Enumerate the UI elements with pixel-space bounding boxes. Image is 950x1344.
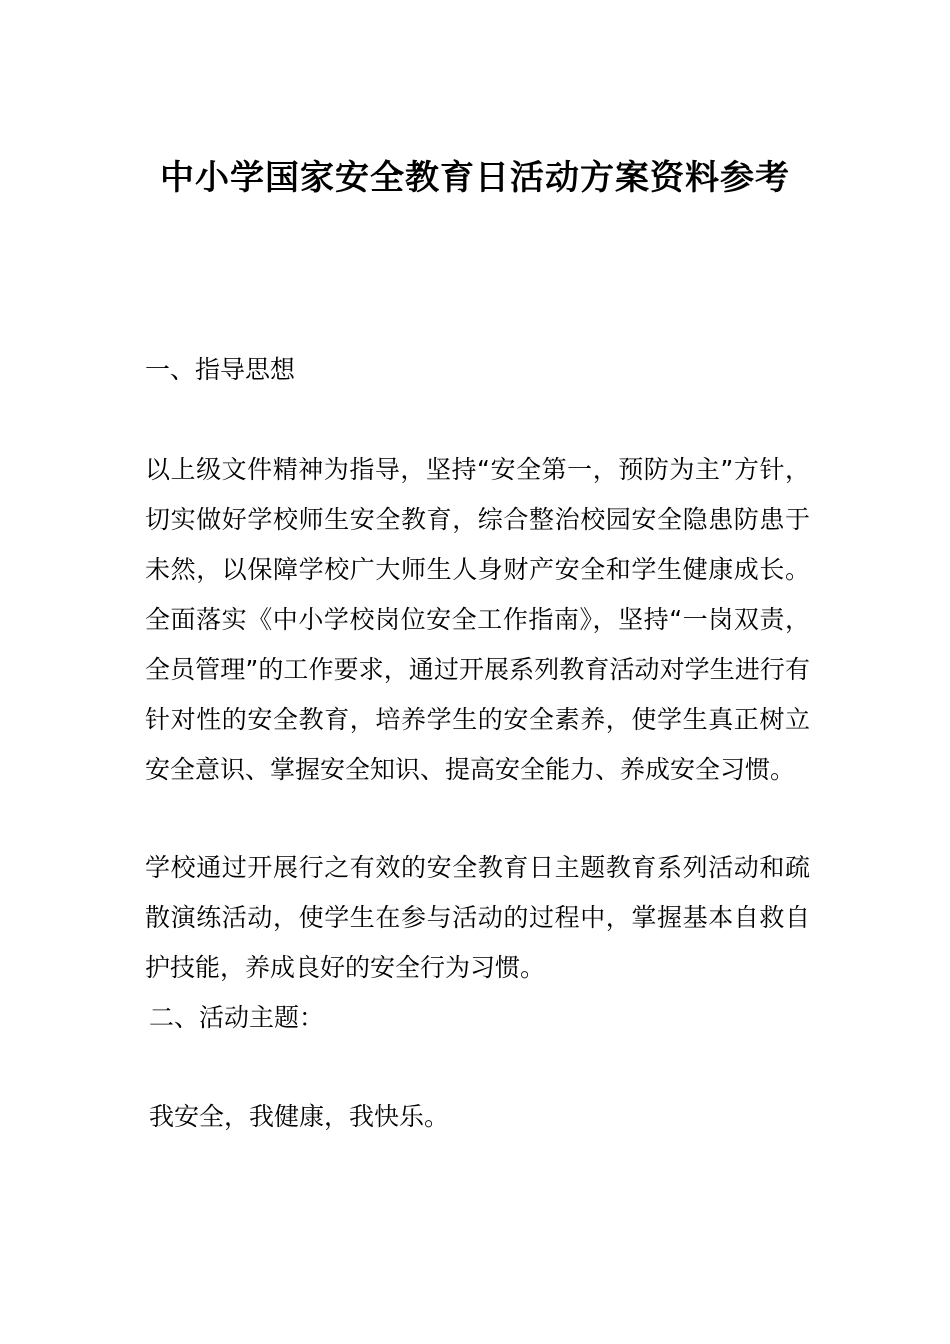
- paragraph-guiding-ideology: 以上级文件精神为指导，坚持“安全第一，预防为主”方针，切实做好学校师生安全教育，综合整治校园安全隐患防患于未然，以保障学校广大师生人身财产安全和学生健康成长。全面落实《中小学校岗位安全工作指南》，坚持“一岗双责，全员管理”的工作要求，通过开展系列教育活动对学生进行有针对性的安全教育，培养学生的安全素养，使学生真正树立安全意识、掌握安全知识、提高安全能力、养成安全习惯。: [145, 455, 810, 784]
- section-heading-guiding-ideology: 一、指导思想: [145, 355, 296, 384]
- section-heading-activity-theme: 二、活动主题：: [149, 1003, 325, 1032]
- paragraph-activity-goals: 学校通过开展行之有效的安全教育日主题教育系列活动和疏散演练活动，使学生在参与活动的过程中，掌握基本自救自护技能，养成良好的安全行为习惯。: [145, 853, 810, 982]
- document-title: 中小学国家安全教育日活动方案资料参考: [160, 158, 790, 198]
- activity-theme-text: 我安全，我健康，我快乐。: [149, 1102, 450, 1131]
